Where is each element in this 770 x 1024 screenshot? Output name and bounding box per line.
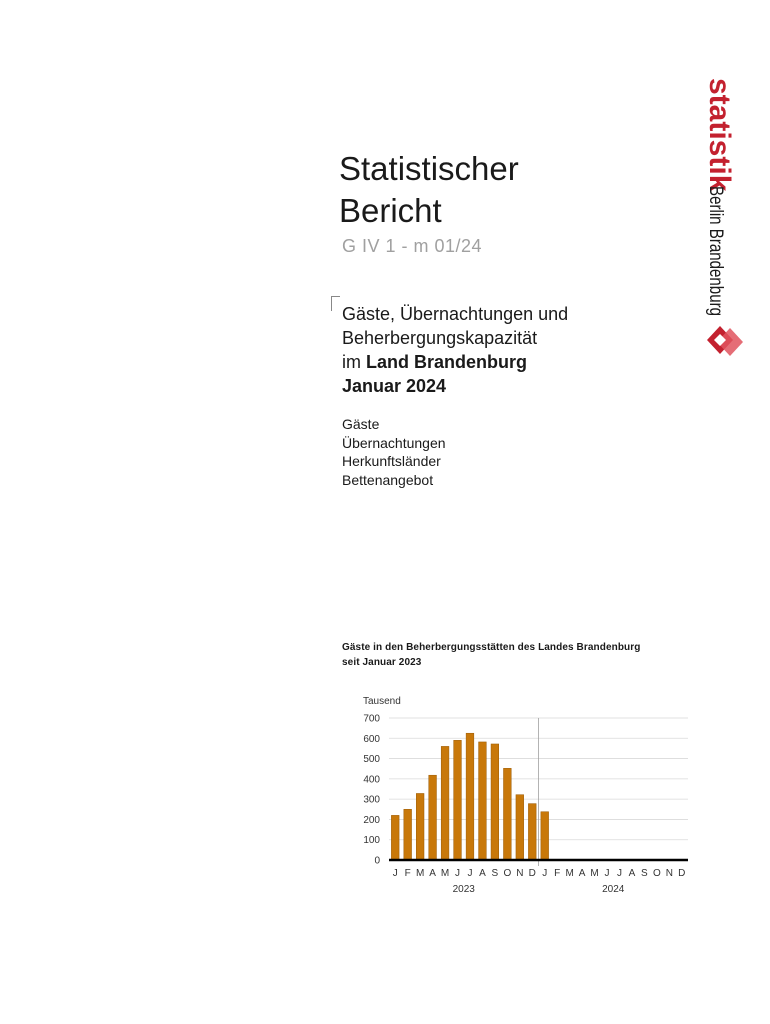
chart-title-line1: Gäste in den Beherbergungsstätten des Landes Brandenburg (342, 642, 641, 653)
bar (528, 804, 536, 860)
bar (466, 733, 474, 860)
topic-list (342, 415, 446, 489)
y-tick-label: 0 (374, 855, 380, 867)
x-tick-label: M (565, 868, 574, 879)
y-tick-label: 100 (363, 835, 380, 847)
x-tick-label: J (616, 868, 622, 879)
y-tick-label: 300 (363, 794, 380, 806)
x-tick-label: A (578, 868, 586, 879)
x-tick-label: M (415, 868, 425, 879)
x-tick-label: D (678, 868, 686, 879)
bar (391, 815, 399, 860)
x-tick-label: A (479, 868, 486, 879)
bar (503, 768, 511, 860)
x-tick-label: J (455, 868, 461, 879)
y-tick-label: 200 (363, 814, 380, 826)
y-tick-label: 400 (363, 774, 380, 786)
subject-period (342, 374, 568, 398)
report-code: G IV 1 - m 01/24 (342, 236, 483, 256)
bar (416, 793, 424, 860)
topic-item: Bettenangebot (342, 471, 434, 488)
bar (404, 809, 412, 860)
subject-line3 (342, 350, 568, 374)
y-tick-label: 600 (363, 733, 380, 745)
x-tick-label: F (554, 868, 561, 879)
bar (491, 744, 499, 860)
y-tick-label: 700 (363, 713, 380, 725)
x-tick-label: O (503, 868, 512, 879)
x-tick-label: N (516, 868, 524, 879)
year-label: 2024 (602, 884, 625, 895)
topic-item: Gäste (342, 416, 380, 432)
x-tick-label: M (590, 868, 599, 879)
x-tick-label: A (628, 868, 636, 879)
x-tick-label: J (542, 868, 548, 879)
x-tick-label: N (665, 868, 673, 879)
report-title-line1: Statistischer (339, 150, 519, 187)
report-subject (342, 302, 568, 398)
subject-region: Land Brandenburg (366, 352, 527, 372)
subject-period-text: Januar 2024 (342, 376, 447, 396)
bar (441, 746, 449, 860)
subject-line2: Beherbergungskapazität (342, 328, 538, 348)
topic-item: Übernachtungen (342, 434, 446, 451)
subject-line1: Gäste, Übernachtungen und (342, 304, 569, 324)
subject-line3-prefix: im (342, 352, 366, 372)
year-label: 2023 (452, 884, 475, 895)
x-tick-label: O (652, 868, 661, 879)
bar (541, 812, 549, 860)
statistik-berlin-brandenburg-logo (700, 78, 752, 368)
y-tick-label: 500 (363, 754, 380, 766)
x-tick-label: J (467, 868, 473, 879)
report-title (339, 148, 519, 232)
bar (479, 742, 487, 860)
bar (429, 775, 437, 860)
corner-mark (331, 296, 340, 311)
x-tick-label: F (404, 868, 411, 879)
x-tick-label: D (528, 868, 536, 879)
x-tick-label: J (604, 868, 610, 879)
bar (516, 795, 524, 860)
chart-title (342, 640, 640, 670)
logo-region-text: Berlin Brandenburg (705, 186, 726, 350)
logo-diamond-icon (707, 326, 743, 356)
chart-title-line2: seit Januar 2023 (342, 657, 422, 668)
x-tick-label: J (392, 868, 398, 879)
topic-item: Herkunftsländer (342, 453, 441, 469)
x-tick-label: S (641, 868, 648, 879)
x-tick-label: M (440, 868, 450, 879)
x-tick-label: A (429, 868, 436, 879)
x-tick-label: S (491, 868, 499, 879)
logo-brand-text: statistik (703, 78, 736, 192)
guests-bar-chart (340, 690, 700, 900)
bar (454, 740, 462, 860)
y-axis-label: Tausend (363, 696, 401, 707)
report-title-line2: Bericht (339, 192, 442, 229)
